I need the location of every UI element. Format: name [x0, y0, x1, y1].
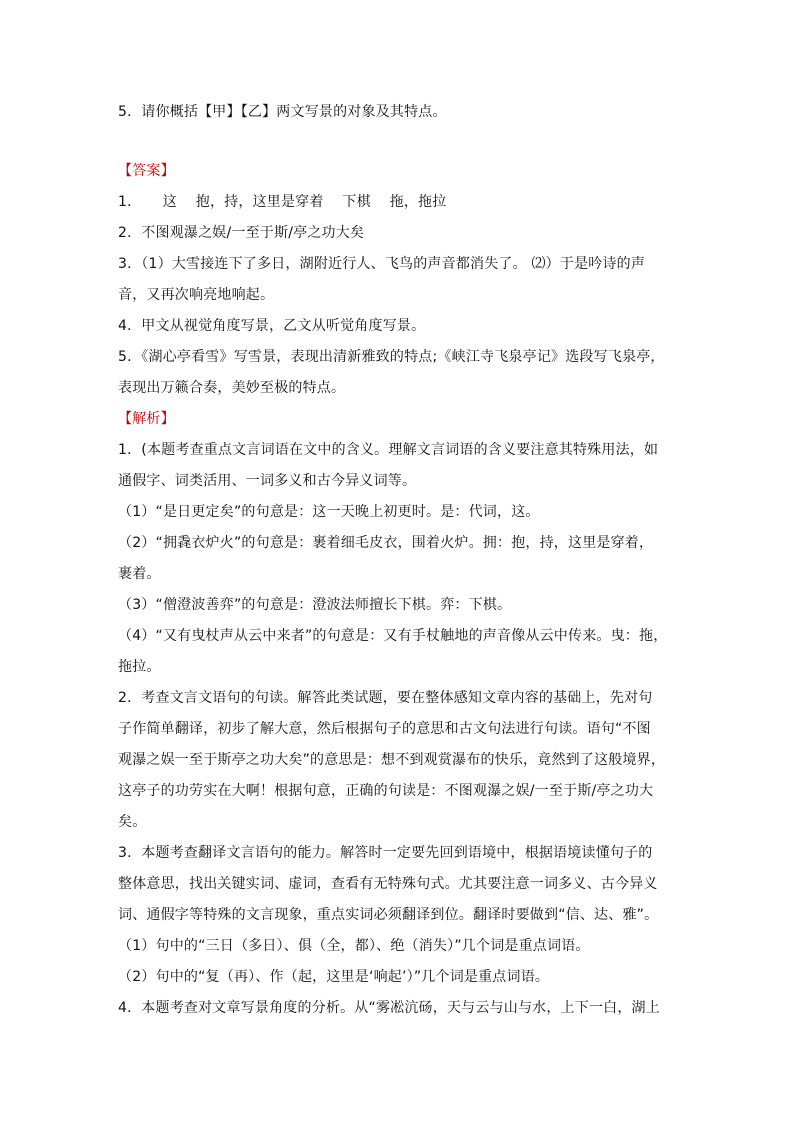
analysis-line: （1）“是日更定矣”的句意是：这一天晚上初更时。是：代词，这。: [118, 504, 540, 520]
analysis-line: 4．本题考查对文章写景角度的分析。从“雾凇沆砀，天与云与山与水，上下一白，湖上: [118, 1000, 660, 1016]
analysis-line: 观瀑之娱一至于斯亭之功大矣”的意思是：想不到观赏瀑布的快乐，竟然到了这般境界，: [118, 752, 666, 768]
analysis-line: 整体意思，找出关键实词、虚词，查看有无特殊句式。尤其要注意一词多义、古今异义: [118, 876, 658, 892]
analysis-line: 矣。: [118, 814, 147, 830]
analysis-line: 1．(本题考查重点文言词语在文中的含义。理解文言词语的含义要注意其特殊用法，如: [118, 442, 659, 458]
spacer: [118, 132, 686, 160]
analysis-line: （3）“僧澄波善弈”的句意是：澄波法师擅长下棋。弈：下棋。: [118, 597, 512, 613]
answer-heading: 【答案】: [118, 163, 175, 179]
question-5: 5．请你概括【甲】【乙】两文写景的对象及其特点。: [118, 104, 447, 120]
answer-line: 4．甲文从视觉角度写景，乙文从听觉角度写景。: [118, 318, 426, 334]
answer-line: 5．《湖心亭看雪》写雪景，表现出清新雅致的特点;《峡江寺飞泉亭记》选段写飞泉亭，: [118, 349, 665, 365]
analysis-line: （4）“又有曳杖声从云中来者”的句意是：又有手杖触地的声音像从云中传来。曳：拖，: [118, 628, 668, 644]
analysis-line: （2）句中的“复（再）、作（起，这里是‘响起’）”几个词是重点词语。: [118, 969, 550, 985]
analysis-line: 这亭子的功劳实在大啊！根据句意，正确的句读是：不图观瀑之娱/一至于斯/亭之功大: [118, 783, 654, 799]
analysis-line: （2）“拥毳衣炉火”的句意是：裹着细毛皮衣，围着火炉。拥：抱，持，这里是穿着，: [118, 535, 654, 551]
analysis-line: 2．考查文言文语句的句读。解答此类试题，要在整体感知文章内容的基础上，先对句: [118, 690, 653, 706]
analysis-heading: 【解析】: [118, 411, 175, 427]
answer-line: 1． 这 抱，持，这里是穿着 下棋 拖，拖拉: [118, 194, 447, 210]
analysis-line: 裹着。: [118, 566, 161, 582]
document-content: [118, 101, 686, 1028]
answer-line: 3．（1）大雪接连下了多日，湖附近行人、飞鸟的声音都消失了。 ⑵）于是吟诗的声: [118, 256, 646, 272]
answer-line: 2．不图观瀑之娱/一至于斯/亭之功大矣: [118, 225, 365, 241]
analysis-line: 3．本题考查翻译文言语句的能力。解答时一定要先回到语境中，根据语境读懂句子的: [118, 845, 653, 861]
analysis-line: 通假字、词类活用、一词多义和古今异义词等。: [118, 473, 417, 489]
analysis-line: 拖拉。: [118, 659, 161, 675]
answer-line: 音，又再次响亮地响起。: [118, 287, 275, 303]
analysis-line: （1）句中的“三日（多日）、俱（全，都）、绝（消失）”几个词是重点词语。: [118, 938, 590, 954]
answer-line: 表现出万籁合奏，美妙至极的特点。: [118, 380, 346, 396]
analysis-line: 词、通假字等特殊的文言现象，重点实词必须翻译到位。翻译时要做到“信、达、雅”。: [118, 907, 659, 923]
analysis-line: 子作简单翻译，初步了解大意，然后根据句子的意思和古文句法进行句读。语句“不图: [118, 721, 651, 737]
